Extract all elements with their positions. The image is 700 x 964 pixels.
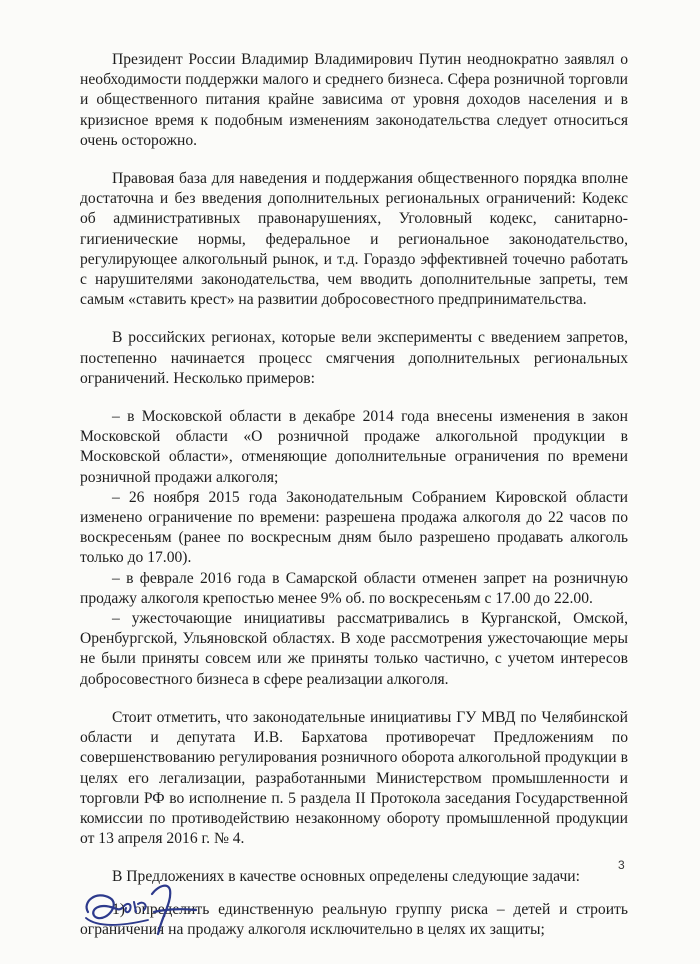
paragraph-tasks-intro: В Предложениях в качестве основных определены следующие задачи: [112,868,580,886]
body-text [80,50,628,940]
paragraph-putin: Президент России Владимир Владимирович Путин неоднократно заявлял о необходимости поддержки малого и среднего бизнеса. Сфера розничной торговли и общественного питания крайне зависима от уровня доходов населения и в кризисное время к подобным изменениям законодательства следует относиться очень осторожно. [80,51,628,149]
paragraph-legal-base: Правовая база для наведения и поддержания общественного порядка вполне достаточна и без введения дополнительных региональных ограничений: Кодекс об административных правонарушениях, Уголовный кодекс, санитарно-гигиенические нормы, федеральное и региональное законодательство, регулирующее алкогольный рынок, и т.д. Гораздо эффективней точечно работать с нарушителями законодательства, чем вводить дополнительные запреты, тем самым «ставить крест» на развитии добросовестного предпринимательства. [80,170,628,309]
paragraph-chelyabinsk: Стоит отметить, что законодательные инициативы ГУ МВД по Челябинской области и депутата И.В. Бархатова противоречат Предложениям по совершенствованию регулирования розничного оборота алкогольной продукции в целях его легализации, разработанными Министерством промышленности и торговли РФ во исполнение п. 5 раздела II Протокола заседания Государственной комиссии по противодействию незаконному обороту промышленной продукции от 13 апреля 2016 г. № 4. [80,708,628,848]
list-item-kirov: – 26 ноября 2015 года Законодательным Собранием Кировской области изменено ограничение по времени: разрешена продажа алкоголя до 22 часов по воскресеньям (ранее по воскресным дням было разрешено продавать алкоголь только до 17.00). [80,488,628,567]
list-item-samara: – в феврале 2016 года в Самарской области отменен запрет на розничную продажу алкоголя крепостью менее 9% об. по воскресеньям с 17.00 до 22.00. [80,569,628,607]
list-item-moscow: – в Московской области в декабре 2014 года внесены изменения в закон Московской области «О розничной продаже алкогольной продукции в Московской области», отменяющие дополнительные ограничения по времени розничной продажи алкоголя; [80,408,628,486]
page-number: 3 [618,858,625,872]
signature-image [78,872,208,942]
list-item-other-regions: – ужесточающие инициативы рассматривались в Курганской, Омской, Оренбургской, Ульяновской областях. В ходе рассмотрения ужесточающие меры не были приняты совсем или же приняты только частично, с учетом интересов добросовестного бизнеса в сфере реализации алкоголя. [80,610,628,688]
paragraph-regions: В российских регионах, которые вели эксперименты с введением запретов, постепенно начинается процесс смягчения дополнительных региональных ограничений. Несколько примеров: [80,329,628,387]
paragraph-task-1: 1) определить единственную реальную группу риска – детей и строить ограничения на продажу алкоголя исключительно в целях их защиты; [80,900,628,938]
